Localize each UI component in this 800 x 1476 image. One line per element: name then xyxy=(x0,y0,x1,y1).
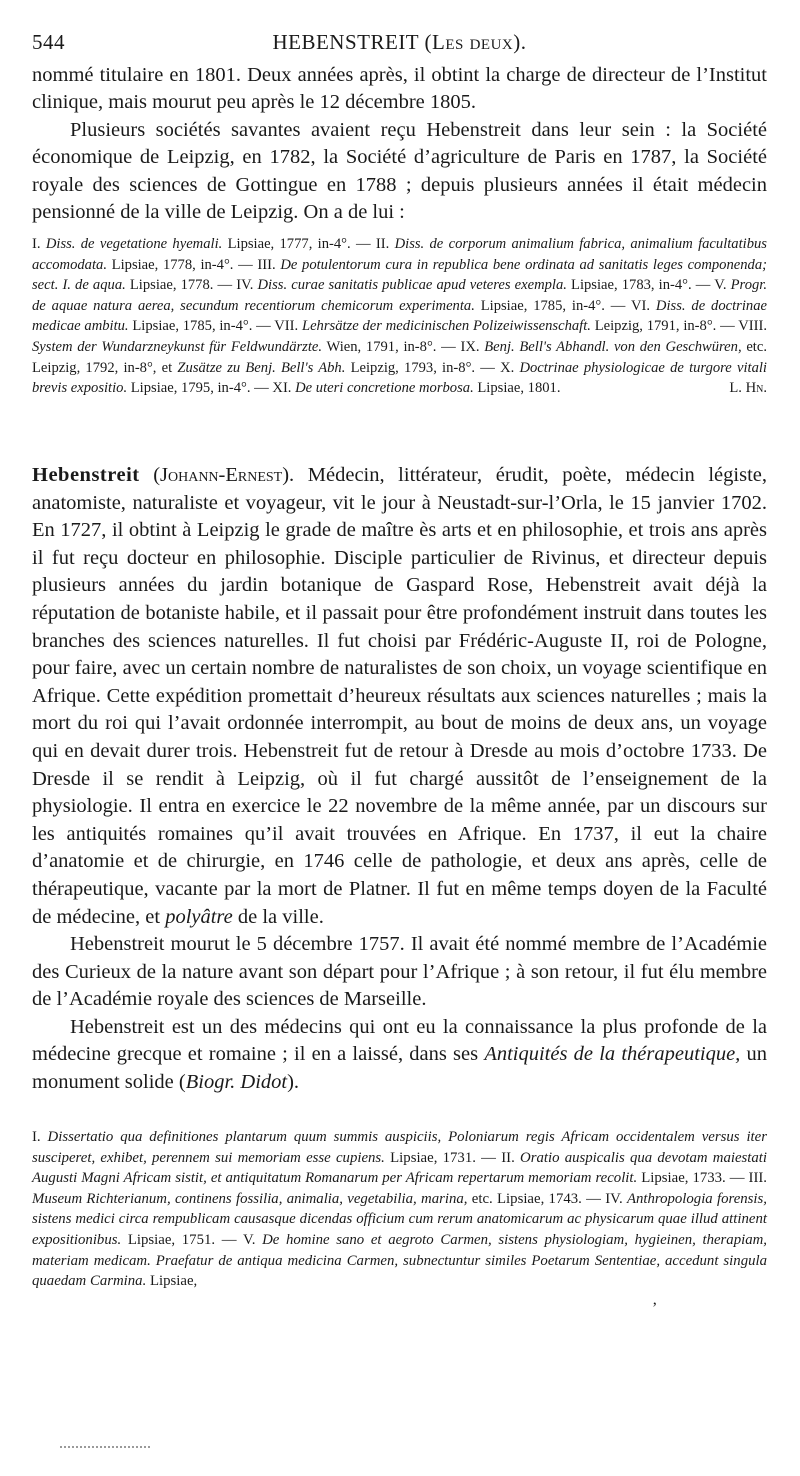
second-entry-works xyxy=(32,1127,767,1292)
work-number: II. xyxy=(375,236,390,252)
work-imprint: Lipsiae, 1795, in-4°. — xyxy=(130,380,269,397)
italic-term: polyâtre xyxy=(165,905,233,928)
work-imprint: Wien, 1791, in-8°. — xyxy=(326,338,456,355)
work-title: Anthropologia forensis, sistens medici circa rempublicam causasque dicendas officium cum rerum anatomicarum ac physicarum quae illud attinent expositionibus. xyxy=(32,1190,768,1248)
work-title: System der Wundarzneykunst für Feldwundärzte. xyxy=(32,338,323,355)
page-number: 544 xyxy=(32,30,65,54)
work-title: Benj. Bell's Abhandl. von den Geschwüren, xyxy=(484,338,742,355)
work-number: II. xyxy=(501,1149,515,1166)
work-title: Diss. curae sanitatis publicae apud veteres exempla. xyxy=(257,277,567,294)
work-title: Lehrsätze der medicinischen Polizeiwissenschaft. xyxy=(301,318,591,335)
work-imprint: Lipsiae, 1777, in-4°. — xyxy=(227,236,371,252)
source-reference: Biogr. Didot xyxy=(185,1071,288,1094)
author-signature: L. Hn. xyxy=(729,380,767,397)
work-title: Dissertatio qua definitiones plantarum quum summis auspiciis, Poloniarum regis Africam occidentalem versus iter susciperet, exhibet, perennem sui memoriam esse cupiens. xyxy=(32,1129,767,1166)
entry-forename: (Johann-Ernest). xyxy=(153,464,295,486)
first-entry-works xyxy=(32,234,767,399)
footer-dotted-rule xyxy=(60,1446,150,1448)
work-imprint: Lipsiae, 1801. xyxy=(477,380,561,397)
work-imprint: Leipzig, 1793, in-8°. — xyxy=(350,359,495,376)
work-imprint: etc. Leipzig, 1792, in-8°, et xyxy=(32,338,767,376)
running-title-main: HEBENSTREIT xyxy=(272,30,419,54)
work-imprint: Lipsiae, 1733. — xyxy=(641,1170,745,1187)
work-number: V. xyxy=(242,1231,256,1248)
work-title: Oratio auspicalis qua devotam maiestati Augusti Magni Africam sistit, et antiquitatum Romanarum per Africam repertarum memoriam recolit. xyxy=(32,1149,768,1187)
work-title: Museum Richterianum, continens fossilia, animalia, vegetabilia, marina, xyxy=(32,1190,468,1207)
paragraph-text: Hebenstreit est un des médecins qui ont eu la connaissance la plus profonde de la médecine grecque et romaine ; il en a laissé, dans ses xyxy=(32,1015,767,1066)
work-imprint: etc. Lipsiae, 1743. — xyxy=(471,1190,601,1207)
work-title: De homine sano et aegroto Carmen, sistens physiologiam, hygieinen, therapiam, materiam medicam. Praefatur de antiqua medicina Carmen, subnectuntur similes Poetarum Sententiae, accedunt singula quaedam Carmina. xyxy=(32,1231,768,1290)
work-number: VII. xyxy=(274,318,299,335)
work-title: Diss. de vegetatione hyemali. xyxy=(45,236,223,252)
work-title: Progr. de aquae natura aerea, secundum recentiorum chemicorum experimenta. xyxy=(32,277,767,314)
works-list xyxy=(32,1127,767,1292)
running-title xyxy=(32,30,767,55)
work-number: VIII. xyxy=(738,318,767,335)
running-header xyxy=(32,30,767,56)
work-imprint: Lipsiae, 1751. — xyxy=(127,1231,237,1248)
work-number: X. xyxy=(500,359,515,376)
paragraph-text: ). xyxy=(287,1071,300,1094)
work-number: III. xyxy=(748,1170,767,1187)
work-title: De potulentorum cura in republica bene ordinata ad sanitatis leges componenda; sect. I. de aqua. xyxy=(32,256,767,294)
work-imprint: Lipsiae, xyxy=(149,1273,198,1290)
work-imprint: Leipzig, 1791, in-8°. — xyxy=(594,318,735,335)
work-imprint: Lipsiae, 1785, in-4°. — xyxy=(480,297,626,314)
work-number: IV. xyxy=(236,277,254,294)
work-title: Doctrinae physiologicae de turgore vitali brevis expositio. xyxy=(32,359,767,397)
work-number: V. xyxy=(714,277,727,294)
work-number: VI. xyxy=(630,297,651,314)
works-list xyxy=(32,234,767,399)
work-number: XI. xyxy=(272,380,292,397)
work-imprint: Lipsiae, 1778, in-4°. — xyxy=(111,256,253,273)
work-imprint: Lipsiae, 1785, in-4°. — xyxy=(132,318,271,335)
work-imprint: Lipsiae, 1731. — xyxy=(390,1149,496,1166)
running-title-paren: (Les deux). xyxy=(424,30,527,54)
work-number: IX. xyxy=(460,338,480,355)
work-imprint: Lipsiae, 1778. — xyxy=(129,277,233,294)
paragraph xyxy=(32,1014,767,1097)
work-title: De uteri concretione morbosa. xyxy=(295,380,474,397)
work-number: IV. xyxy=(605,1190,623,1207)
work-title: Diss. de corporum animalium fabrica, animalium facultatibus accomodata. xyxy=(32,236,767,273)
work-number: I. xyxy=(32,1129,41,1145)
work-imprint: Lipsiae, 1783, in-4°. — xyxy=(571,277,711,294)
first-entry-text xyxy=(32,62,767,226)
entry-headword: Hebenstreit xyxy=(32,464,140,486)
paragraph-text: Médecin, littérateur, érudit, poète, médecin légiste, anatomiste, naturaliste et voyageur, vit le jour à Neustadt-sur-l’Orla, le 15 janvier 1702. En 1727, il obtint à Leipzig le grade de maître ès arts et en philosophie, et trois ans après il fut reçu docteur en philosophie. Disciple particulier de Rivinus, et directeur depuis plusieurs années du jardin botanique de Gaspard Rose, Hebenstreit avait déjà la réputation de botaniste habile, et il passait pour être profondément instruit dans toutes les branches des sciences naturelles. Il fut choisi par Frédéric-Auguste II, roi de Pologne, pour faire, avec un certain nombre de naturalistes de son choix, un voyage scientifique en Afrique. Cette expédition promettait d’heureux résultats aux sciences naturelles ; mais la mort du roi qui l’avait ordonnée interrompit, au bout de moins de deux ans, un voyage qui en devait durer trois. Hebenstreit fut de retour à Dresde au mois d’octobre 1733. De Dresde il se rendit à Leipzig, où il fut chargé aussitôt de l’enseignement de la physiologie. Il entra en exercice le 22 novembre de la même année, par un discours sur les antiquités romaines qu’il avait trouvées en Afrique. En 1737, il eut la chaire d’anatomie et de chirurgie, en 1746 celle de pathologie, et deux ans après, celle de thérapeutique, vacante par la mort de Platner. Il fut en même temps doyen de la Faculté de médecine, et xyxy=(32,464,767,928)
work-number: I. xyxy=(32,236,41,252)
paragraph-text: un monument solide ( xyxy=(32,1043,768,1094)
paragraph: Plusieurs sociétés savantes avaient reçu Hebenstreit dans leur sein : la Société économique de Leipzig, en 1782, la Société d’agriculture de Paris en 1787, la Société royale des sciences de Gottingue en 1788 ; depuis plusieurs années il était médecin pensionné de la ville de Leipzig. On a de lui : xyxy=(32,118,767,224)
work-title: Diss. de doctrinae medicae ambitu. xyxy=(32,297,767,335)
paragraph xyxy=(32,462,767,931)
stray-mark: ʼ xyxy=(652,1300,658,1317)
work-title: Zusätze zu Benj. Bell's Abh. xyxy=(177,359,346,376)
paragraph: Hebenstreit mourut le 5 décembre 1757. Il avait été nommé membre de l’Académie des Curieux de la nature avant son départ pour l’Afrique ; à son retour, il fut élu membre de l’Académie royale des sciences de Marseille. xyxy=(32,933,767,1011)
italic-title: Antiquités de la thérapeutique, xyxy=(484,1043,741,1066)
paragraph: nommé titulaire en 1801. Deux années après, il obtint la charge de directeur de l’Institut clinique, mais mourut peu après le 12 décembre 1805. xyxy=(32,64,767,114)
paragraph-text: de la ville. xyxy=(237,905,324,928)
work-number: III. xyxy=(257,256,276,273)
second-entry-text xyxy=(32,462,767,1097)
